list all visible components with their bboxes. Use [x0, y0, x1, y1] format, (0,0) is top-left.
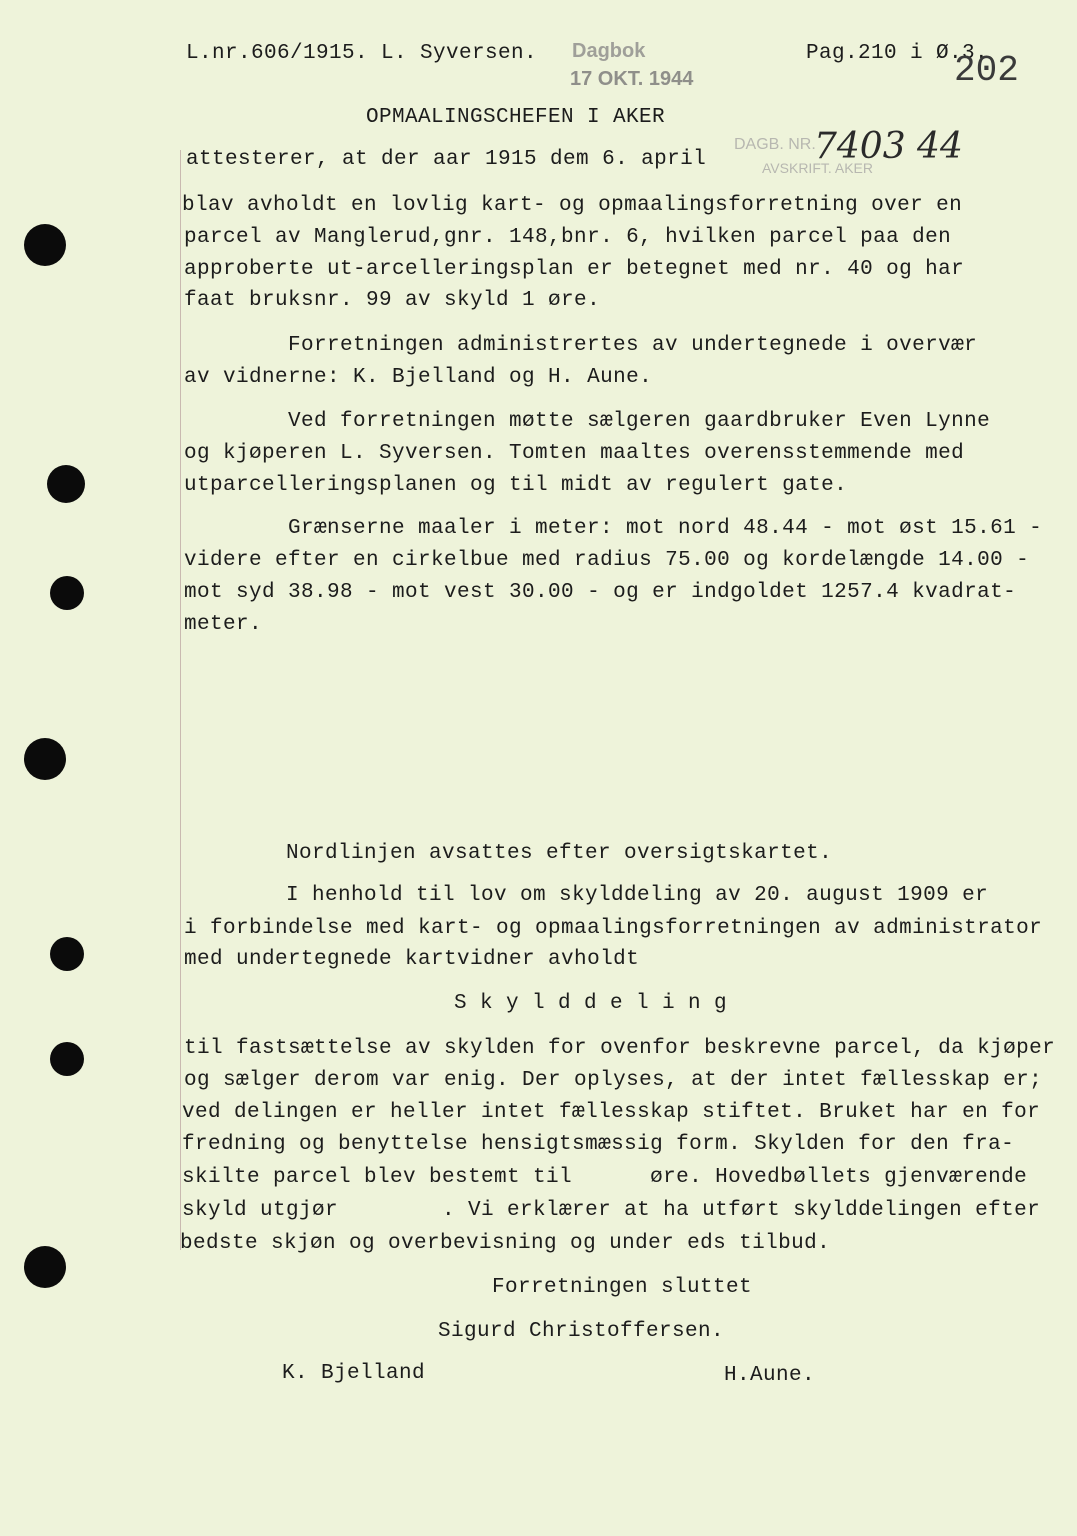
text-line: faat bruksnr. 99 av skyld 1 øre.: [184, 289, 601, 312]
text-line: I henhold til lov om skylddeling av 20. august 1909 er: [286, 884, 989, 907]
text-line: og kjøperen L. Syversen. Tomten maaltes overensstemmende med: [184, 442, 965, 465]
margin-rule: [180, 150, 181, 1250]
closing-line: Forretningen sluttet: [492, 1276, 753, 1299]
text-line: skyld utgjør . Vi erklærer at ha utført skylddelingen efter: [182, 1199, 1041, 1222]
punch-hole: [24, 224, 66, 266]
folio-number: 202: [954, 50, 1019, 91]
text-line: Grænserne maaler i meter: mot nord 48.44 - mot øst 15.61 -: [288, 517, 1043, 540]
text-line: bedste skjøn og overbevisning og under eds tilbud.: [180, 1232, 831, 1255]
text-line: i forbindelse med kart- og opmaalingsforretningen av administrator: [184, 917, 1043, 940]
punch-hole: [50, 1042, 84, 1076]
punch-hole: [50, 576, 84, 610]
text-line: attesterer, at der aar 1915 dem 6. april: [186, 148, 707, 171]
avskrift-stamp: AVSKRIFT. AKER: [762, 160, 873, 176]
witness-signature-left: K. Bjelland: [282, 1362, 426, 1385]
text-line: videre efter en cirkelbue med radius 75.00 og kordelængde 14.00 -: [184, 549, 1030, 572]
text-line: skilte parcel blev bestemt til øre. Hovedbøllets gjenværende: [182, 1166, 1028, 1189]
punch-hole: [24, 738, 66, 780]
punch-hole: [24, 1246, 66, 1288]
header-reference: L.nr.606/1915. L. Syversen.: [186, 42, 538, 65]
dagbok-number-stamp: DAGB. NR.: [734, 136, 816, 153]
text-line: meter.: [184, 613, 263, 636]
text-line: og sælger derom var enig. Der oplyses, at der intet fællesskap er;: [184, 1069, 1043, 1092]
text-line: ved delingen er heller intet fællesskap stiftet. Bruket har en for: [182, 1101, 1041, 1124]
section-heading: S k y l d d e l i n g: [454, 992, 728, 1015]
text-line: mot syd 38.98 - mot vest 30.00 - og er indgoldet 1257.4 kvadrat-: [184, 581, 1017, 604]
text-line: blav avholdt en lovlig kart- og opmaalingsforretning over en: [182, 194, 963, 217]
text-line: fredning og benyttelse hensigtsmæssig form. Skylden for den fra-: [182, 1133, 1015, 1156]
witness-signature-right: H.Aune.: [724, 1364, 816, 1387]
text-line: Nordlinjen avsattes efter oversigtskartet.: [286, 842, 833, 865]
text-line: utparcelleringsplanen og til midt av regulert gate.: [184, 474, 848, 497]
document-title: OPMAALINGSCHEFEN I AKER: [366, 106, 666, 129]
text-line: Forretningen administrertes av undertegnede i overvær: [288, 334, 978, 357]
signatory-name: Sigurd Christoffersen.: [438, 1320, 725, 1343]
date-stamp: 17 OKT. 1944: [570, 68, 694, 90]
text-line: approberte ut-arcelleringsplan er betegnet med nr. 40 og har: [184, 258, 965, 281]
dagbok-stamp-word: Dagbok: [572, 40, 646, 62]
text-line: Ved forretningen møtte sælgeren gaardbruker Even Lynne: [288, 410, 991, 433]
text-line: til fastsættelse av skylden for ovenfor beskrevne parcel, da kjøper: [184, 1037, 1056, 1060]
text-line: med undertegnede kartvidner avholdt: [184, 948, 640, 971]
handwritten-dagbok-number: 7403 44: [814, 126, 963, 167]
page-reference: Pag.210 i Ø.3.: [806, 42, 989, 65]
text-line: av vidnerne: K. Bjelland og H. Aune.: [184, 366, 653, 389]
text-line: parcel av Manglerud,gnr. 148,bnr. 6, hvilken parcel paa den: [184, 226, 952, 249]
punch-hole: [47, 465, 85, 503]
punch-hole: [50, 937, 84, 971]
